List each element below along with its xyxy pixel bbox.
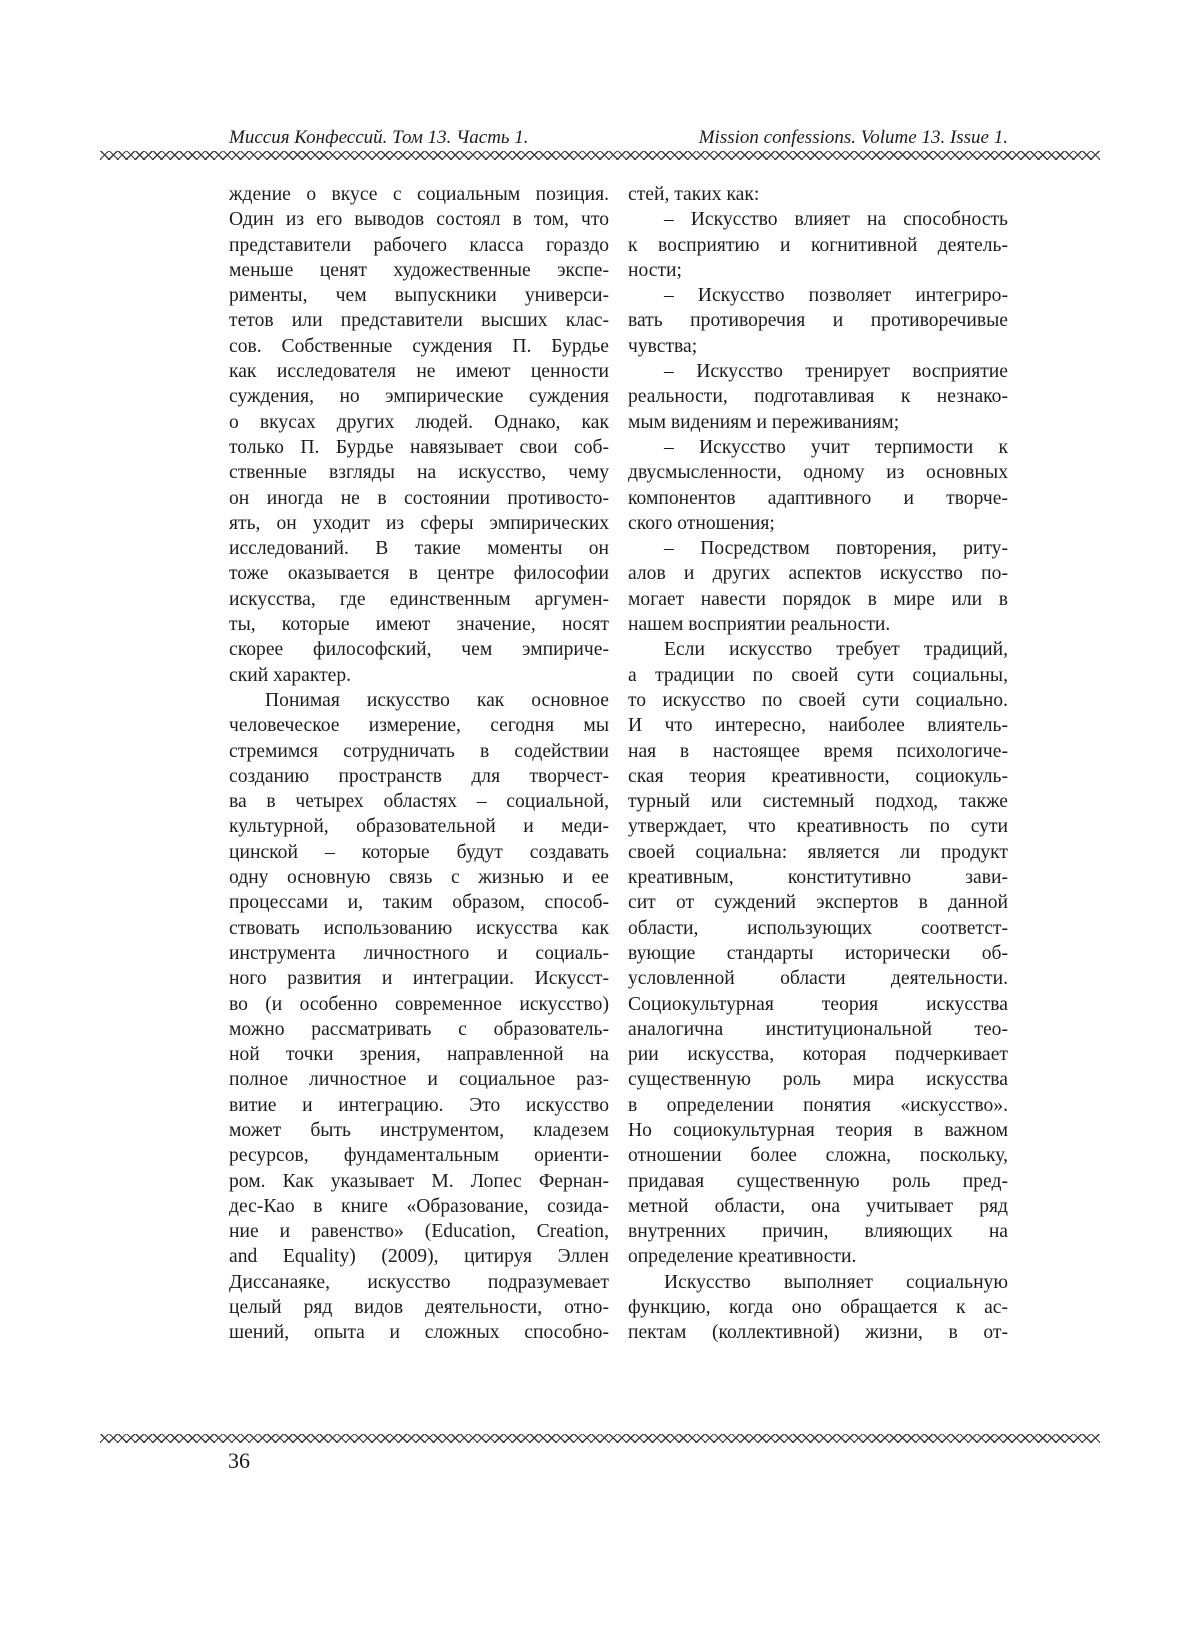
text-line: полное личностное и социальное раз- xyxy=(229,1069,609,1091)
text-line: ва в четырех областях – социальной, xyxy=(229,791,609,813)
text-line: цинской – которые будут создавать xyxy=(229,841,609,863)
text-line: инструмента личностного и социаль- xyxy=(229,942,609,964)
running-head-left: Миссия Конфессий. Том 13. Часть 1. xyxy=(229,127,529,148)
text-line: может быть инструментом, кладезем xyxy=(229,1119,609,1141)
text-line: – Искусство тренирует восприятие xyxy=(664,361,1008,383)
text-line: ты, которые имеют значение, носят xyxy=(229,614,609,636)
text-line: рии искусства, которая подчеркивает xyxy=(628,1044,1008,1066)
text-line: как исследователя не имеют ценности xyxy=(229,361,609,383)
text-line: тетов или представители высших клас- xyxy=(229,310,609,332)
text-line: вующие стандарты исторически об- xyxy=(628,942,1008,964)
paragraph xyxy=(628,283,1008,359)
text-line: представители рабочего класса гораздо xyxy=(229,234,609,256)
text-line: ственные взгляды на искусство, чему xyxy=(229,462,609,484)
text-line: шений, опыта и сложных способно- xyxy=(229,1322,609,1344)
text-line: культурной, образовательной и меди- xyxy=(229,816,609,838)
text-line: исследований. В такие моменты он xyxy=(229,538,609,560)
text-line: Диссанаяке, искусство подразумевает xyxy=(229,1271,609,1293)
text-line: Искусство выполняет социальную xyxy=(664,1271,1008,1293)
text-line: ская теория креативности, социокуль- xyxy=(628,765,1008,787)
text-line: внутренних причин, влияющих на xyxy=(628,1221,1008,1243)
text-line: утверждает, что креативность по сути xyxy=(628,816,1008,838)
running-head-right: Mission confessions. Volume 13. Issue 1. xyxy=(698,127,1008,148)
text-line: ром. Как указывает М. Лопес Фернан- xyxy=(229,1170,609,1192)
text-line: могает навести порядок в мире или в xyxy=(628,588,1008,610)
text-line: витие и интеграцию. Это искусство xyxy=(229,1094,609,1116)
text-line: – Искусство учит терпимости к xyxy=(664,436,1008,458)
text-line: Один из его выводов состоял в том, что xyxy=(229,209,609,231)
text-line: он иногда не в состоянии противосто- xyxy=(229,487,609,509)
text-line: своей социальна: является ли продукт xyxy=(628,841,1008,863)
text-line: процессами и, таким образом, способ- xyxy=(229,892,609,914)
text-line: Социокультурная теория искусства xyxy=(628,993,1008,1015)
text-line: скорее философский, чем эмпириче- xyxy=(229,639,609,661)
running-head xyxy=(229,126,1008,150)
text-line: – Искусство позволяет интегриро- xyxy=(664,285,1008,307)
text-line: то искусство по своей сути социально. xyxy=(628,689,1008,711)
paragraph xyxy=(628,1270,1008,1346)
text-line: к восприятию и когнитивной деятель- xyxy=(628,234,1008,256)
text-line: ние и равенство» (Education, Creation, xyxy=(229,1221,609,1243)
text-line: ресурсов, фундаментальным ориенти- xyxy=(229,1145,609,1167)
text-line: пектам (коллективной) жизни, в от- xyxy=(628,1322,1008,1344)
text-line: реальности, подготавливая к незнако- xyxy=(628,386,1008,408)
paragraph xyxy=(628,536,1008,637)
text-line: нашем восприятии реальности. xyxy=(628,614,891,636)
text-line: существенную роль мира искусства xyxy=(628,1069,1008,1091)
text-line: рименты, чем выпускники универси- xyxy=(229,285,609,307)
text-line: турный или системный подход, также xyxy=(628,791,1008,813)
text-line: Понимая искусство как основное xyxy=(265,689,609,711)
text-line: во (и особенно современное искусство) xyxy=(229,993,609,1015)
text-line: компонентов адаптивного и творче- xyxy=(628,487,1008,509)
paragraph xyxy=(628,435,1008,536)
text-line: ждение о вкусе с социальным позиция. xyxy=(229,184,609,205)
text-line: сов. Собственные суждения П. Бурдье xyxy=(229,335,609,357)
text-line: тоже оказывается в центре философии xyxy=(229,563,609,585)
text-line: отношении более сложна, поскольку, xyxy=(628,1145,1008,1167)
paragraph xyxy=(229,182,609,688)
text-line: области, использующих соответст- xyxy=(628,917,1008,939)
text-line: метной области, она учитывает ряд xyxy=(628,1195,1008,1217)
text-line: алов и других аспектов искусство по- xyxy=(628,563,1008,585)
text-line: аналогична институциональной тео- xyxy=(628,1018,1008,1040)
paragraph xyxy=(628,182,1008,207)
text-line: стремимся сотрудничать в содействии xyxy=(229,740,609,762)
text-line: о вкусах других людей. Однако, как xyxy=(229,411,609,433)
text-line: искусства, где единственным аргумен- xyxy=(229,588,609,610)
paragraph xyxy=(628,359,1008,435)
right-column xyxy=(628,182,1008,1346)
text-line: вать противоречия и противоречивые xyxy=(628,310,1008,332)
text-line: – Искусство влияет на способность xyxy=(664,209,1008,231)
text-line: Но социокультурная теория в важном xyxy=(628,1119,1008,1141)
text-line: ная в настоящее время психологиче- xyxy=(628,740,1008,762)
text-line: and Equality) (2009), цитируя Эллен xyxy=(229,1246,609,1268)
ornament-rule-top xyxy=(100,151,1100,160)
paragraph xyxy=(229,688,609,1346)
text-line: ной точки зрения, направленной на xyxy=(229,1044,609,1066)
text-line: ного развития и интеграции. Искусст- xyxy=(229,968,609,990)
text-line: ский характер. xyxy=(229,664,352,686)
text-line: человеческое измерение, сегодня мы xyxy=(229,715,609,737)
text-line: ствовать использованию искусства как xyxy=(229,917,609,939)
text-line: меньше ценят художественные экспе- xyxy=(229,259,609,281)
text-line: можно рассматривать с образователь- xyxy=(229,1018,609,1040)
paragraph xyxy=(628,207,1008,283)
text-line: суждения, но эмпирические суждения xyxy=(229,386,609,408)
ornament-rule-bottom xyxy=(100,1434,1100,1443)
text-line: сит от суждений экспертов в данной xyxy=(628,892,1008,914)
text-line: целый ряд видов деятельности, отно- xyxy=(229,1297,609,1319)
text-line: Если искусство требует традиций, xyxy=(664,639,1008,661)
text-line: придавая существенную роль пред- xyxy=(628,1170,1008,1192)
text-body xyxy=(229,182,1008,1346)
page-number: 36 xyxy=(228,1448,250,1473)
text-line: одну основную связь с жизнью и ее xyxy=(229,867,609,889)
text-line: ять, он уходит из сферы эмпирических xyxy=(229,512,609,534)
left-column xyxy=(229,182,609,1346)
text-line: в определении понятия «искусство». xyxy=(628,1094,1008,1116)
text-line: условленной области деятельности. xyxy=(628,968,1008,990)
text-line: чувства; xyxy=(628,335,698,357)
paragraph xyxy=(628,637,1008,1269)
text-line: ского отношения; xyxy=(628,512,775,534)
text-line: И что интересно, наиболее влиятель- xyxy=(628,715,1008,737)
text-line: двусмысленности, одному из основных xyxy=(628,462,1008,484)
text-line: ности; xyxy=(628,259,682,281)
text-line: функцию, когда оно обращается к ас- xyxy=(628,1297,1008,1319)
text-line: креативным, конститутивно зави- xyxy=(628,867,1008,889)
text-line: – Посредством повторения, риту- xyxy=(664,538,1008,560)
text-line: мым видениям и переживаниям; xyxy=(628,411,900,433)
text-line: только П. Бурдье навязывает свои соб- xyxy=(229,436,609,458)
text-line: дес-Као в книге «Образование, созида- xyxy=(229,1195,609,1217)
text-line: а традиции по своей сути социальны, xyxy=(628,664,1008,686)
text-line: определение креативности. xyxy=(628,1246,857,1268)
text-line: созданию пространств для творчест- xyxy=(229,765,609,787)
text-line: стей, таких как: xyxy=(628,184,760,205)
